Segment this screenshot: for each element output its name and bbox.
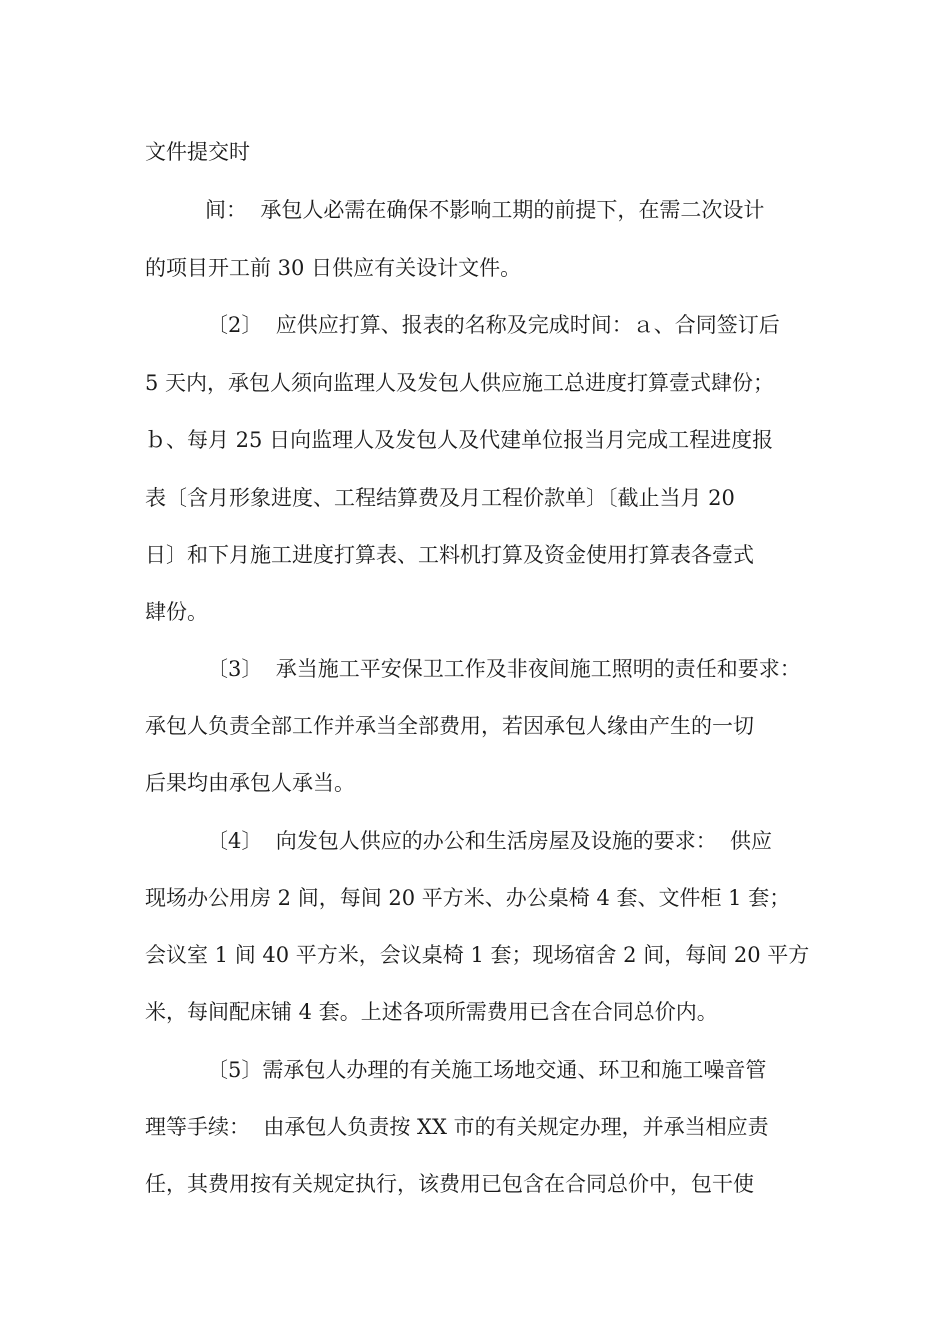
text-line: 现场办公用房 2 间，每间 20 平方米、办公桌椅 4 套、文件柜 1 套； (145, 886, 791, 910)
text-line: 〔4〕 向发包人供应的办公和生活房屋及设施的要求： 供应 (207, 829, 773, 853)
text-line: 承包人负责全部工作并承当全部费用，若因承包人缘由产生的一切 (145, 714, 754, 738)
text-line: 理等手续： 由承包人负责按 XX 市的有关规定办理，并承当相应责 (145, 1115, 769, 1139)
text-line: ｂ、每月 25 日向监理人及发包人及代建单位报当月完成工程进度报 (145, 428, 774, 452)
text-line: 米，每间配床铺 4 套。上述各项所需费用已含在合同总价内。 (145, 1000, 718, 1024)
text-line: 间： 承包人必需在确保不影响工期的前提下，在需二次设计 (205, 198, 765, 222)
text-line: 〔2〕 应供应打算、报表的名称及完成时间：ａ、合同签订后 (207, 313, 780, 337)
text-line: 文件提交时 (145, 140, 250, 164)
text-line: 5 天内，承包人须向监理人及发包人供应施工总进度打算壹式肆份； (145, 371, 775, 395)
text-line: 会议室 1 间 40 平方米，会议桌椅 1 套；现场宿舍 2 间，每间 20 平方 (145, 943, 810, 967)
text-line: 〔5〕需承包人办理的有关施工场地交通、环卫和施工噪音管 (207, 1058, 767, 1082)
text-line: 肆份。 (145, 600, 208, 624)
text-line: 〔3〕 承当施工平安保卫工作及非夜间施工照明的责任和要求： (207, 657, 801, 681)
text-line: 表〔含月形象进度、工程结算费及月工程价款单〕〔截止当月 20 (145, 486, 735, 510)
text-line: 任，其费用按有关规定执行，该费用已包含在合同总价中，包干使 (145, 1172, 754, 1196)
text-line: 的项目开工前 30 日供应有关设计文件。 (145, 256, 522, 280)
text-line: 日〕和下月施工进度打算表、工料机打算及资金使用打算表各壹式 (145, 543, 754, 567)
text-line: 后果均由承包人承当。 (145, 771, 355, 795)
